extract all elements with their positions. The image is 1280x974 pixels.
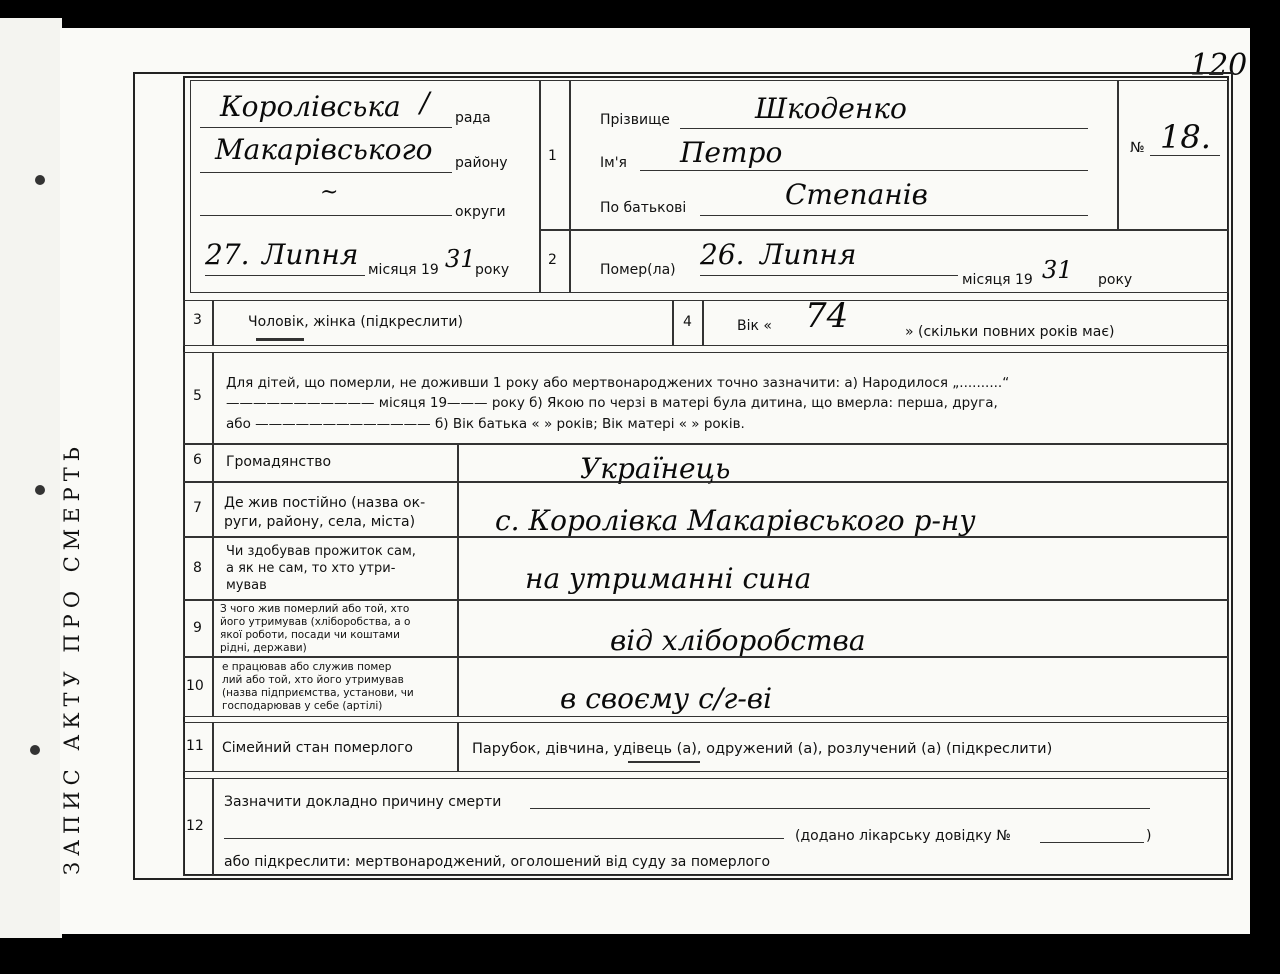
citizenship-label: Громадянство — [226, 454, 332, 470]
record-number-label: № — [1130, 140, 1145, 156]
binding-hole — [35, 175, 45, 185]
income-label-1: З чого жив померлий або той, хто — [220, 603, 410, 615]
okruha-value: ~ — [320, 180, 339, 205]
death-line — [700, 275, 958, 276]
livelihood-label-3: мував — [226, 578, 267, 593]
infant-line-3: або ————————————— б) Вік батька « » років; Вік матері « » років. — [226, 416, 745, 432]
name-value: Петро — [680, 136, 783, 169]
sheet-number: 120 — [1190, 48, 1248, 83]
row9-number: 9 — [193, 620, 202, 636]
rada-mark: / — [420, 86, 430, 119]
certificate-close-paren: ) — [1146, 828, 1152, 844]
income-label-4: рідні, держави) — [220, 642, 307, 654]
surname-value: Шкоденко — [755, 92, 907, 125]
death-year: 31 — [1042, 256, 1073, 284]
income-label-2: його утримував (хліборобства, а о — [220, 616, 411, 628]
name-line — [640, 170, 1088, 171]
residence-label-1: Де жив постійно (назва ок- — [224, 495, 426, 511]
row10-number: 10 — [186, 678, 204, 694]
death-month: Липня — [760, 238, 857, 271]
row7-number: 7 — [193, 500, 202, 516]
binding-hole — [30, 745, 40, 755]
date-year-label: року — [475, 262, 510, 278]
livelihood-value: на утриманні сина — [525, 562, 812, 595]
residence-value: с. Королівка Макарівського р-ну — [495, 504, 976, 537]
marital-label: Сімейний стан померлого — [222, 740, 413, 756]
raion-value: Макарівського — [215, 133, 433, 166]
row5-number: 5 — [193, 388, 202, 404]
row1-number: 1 — [548, 148, 557, 164]
okruha-label: округи — [455, 204, 506, 220]
citizenship-value: Українець — [580, 452, 731, 485]
work-label-2: лий або той, хто його утримував — [222, 674, 404, 686]
marital-options: Парубок, дівчина, удівець (а), одружений (а), розлучений (а) (підкреслити) — [472, 741, 1053, 757]
raion-line — [200, 172, 452, 173]
work-value: в своєму с/г-ві — [560, 682, 773, 715]
patronymic-line — [700, 215, 1088, 216]
age-label-after: » (скільки повних років має) — [905, 324, 1115, 340]
marital-underline — [628, 761, 700, 763]
infant-line-2: ——————————— місяця 19——— року б) Якою по черзі в матері була дитина, що вмерла: перша, друга, — [226, 395, 998, 411]
row6-number: 6 — [193, 452, 202, 468]
row2-number: 2 — [548, 252, 557, 268]
date-day: 27. — [205, 238, 250, 271]
livelihood-label-1: Чи здобував прожиток сам, — [226, 544, 416, 559]
sex-underline — [256, 338, 304, 341]
age-value: 74 — [805, 296, 849, 336]
date-month-label: місяця 19 — [368, 262, 439, 278]
row12-number: 12 — [186, 818, 204, 834]
record-number-value: 18. — [1160, 118, 1211, 156]
row6-value-cell — [458, 444, 1229, 482]
surname-label: Прізвище — [600, 112, 670, 128]
record-number-line — [1150, 155, 1220, 156]
residence-label-2: руги, району, села, міста) — [224, 514, 416, 530]
row4-number: 4 — [683, 314, 692, 330]
patronymic-label: По батькові — [600, 200, 687, 216]
date-year: 31 — [445, 245, 476, 273]
work-label-4: господарював у себе (артілі) — [222, 700, 383, 712]
death-year-label: року — [1098, 272, 1133, 288]
death-month-label: місяця 19 — [962, 272, 1033, 288]
okruha-line — [200, 215, 452, 216]
raion-label: району — [455, 155, 508, 171]
binding-hole — [35, 485, 45, 495]
rada-value: Королівська — [220, 90, 401, 123]
age-label-before: Вік « — [737, 318, 772, 334]
row3-number: 3 — [193, 312, 202, 328]
vertical-title: ЗАПИС АКТУ ПРО СМЕРТЬ — [60, 441, 84, 875]
sex-label: Чоловік, жінка (підкреслити) — [248, 314, 463, 330]
certificate-number-line — [1040, 842, 1144, 843]
rada-label: рада — [455, 110, 491, 126]
work-label-1: е працював або служив помер — [222, 661, 392, 673]
surname-line — [680, 128, 1088, 129]
work-label-3: (назва підприємства, установи, чи — [222, 687, 414, 699]
infant-line-1: Для дітей, що померли, не доживши 1 року або мертвонароджених точно зазначити: а) Народилося „..........“ — [226, 375, 1010, 391]
date-line — [205, 275, 365, 276]
cause-label: Зазначити докладно причину смерти — [224, 794, 502, 810]
income-value: від хліборобства — [610, 624, 866, 657]
livelihood-label-2: а як не сам, то хто утри- — [226, 561, 396, 576]
date-month: Липня — [262, 238, 359, 271]
rada-line — [200, 127, 452, 128]
name-label: Ім'я — [600, 155, 627, 171]
death-day: 26. — [700, 238, 745, 271]
income-label-3: якої роботи, посади чи коштами — [220, 629, 400, 641]
row11-number: 11 — [186, 738, 204, 754]
cause-line-1 — [530, 808, 1150, 809]
cause-line-2 — [224, 838, 784, 839]
death-label: Помер(ла) — [600, 262, 676, 278]
medical-certificate-label: (додано лікарську довідку № — [795, 828, 1011, 844]
left-page-edge — [0, 18, 62, 938]
patronymic-value: Степанів — [785, 178, 928, 211]
row8-number: 8 — [193, 560, 202, 576]
stillborn-label: або підкреслити: мертвонароджений, оголошений від суду за померлого — [224, 854, 771, 870]
